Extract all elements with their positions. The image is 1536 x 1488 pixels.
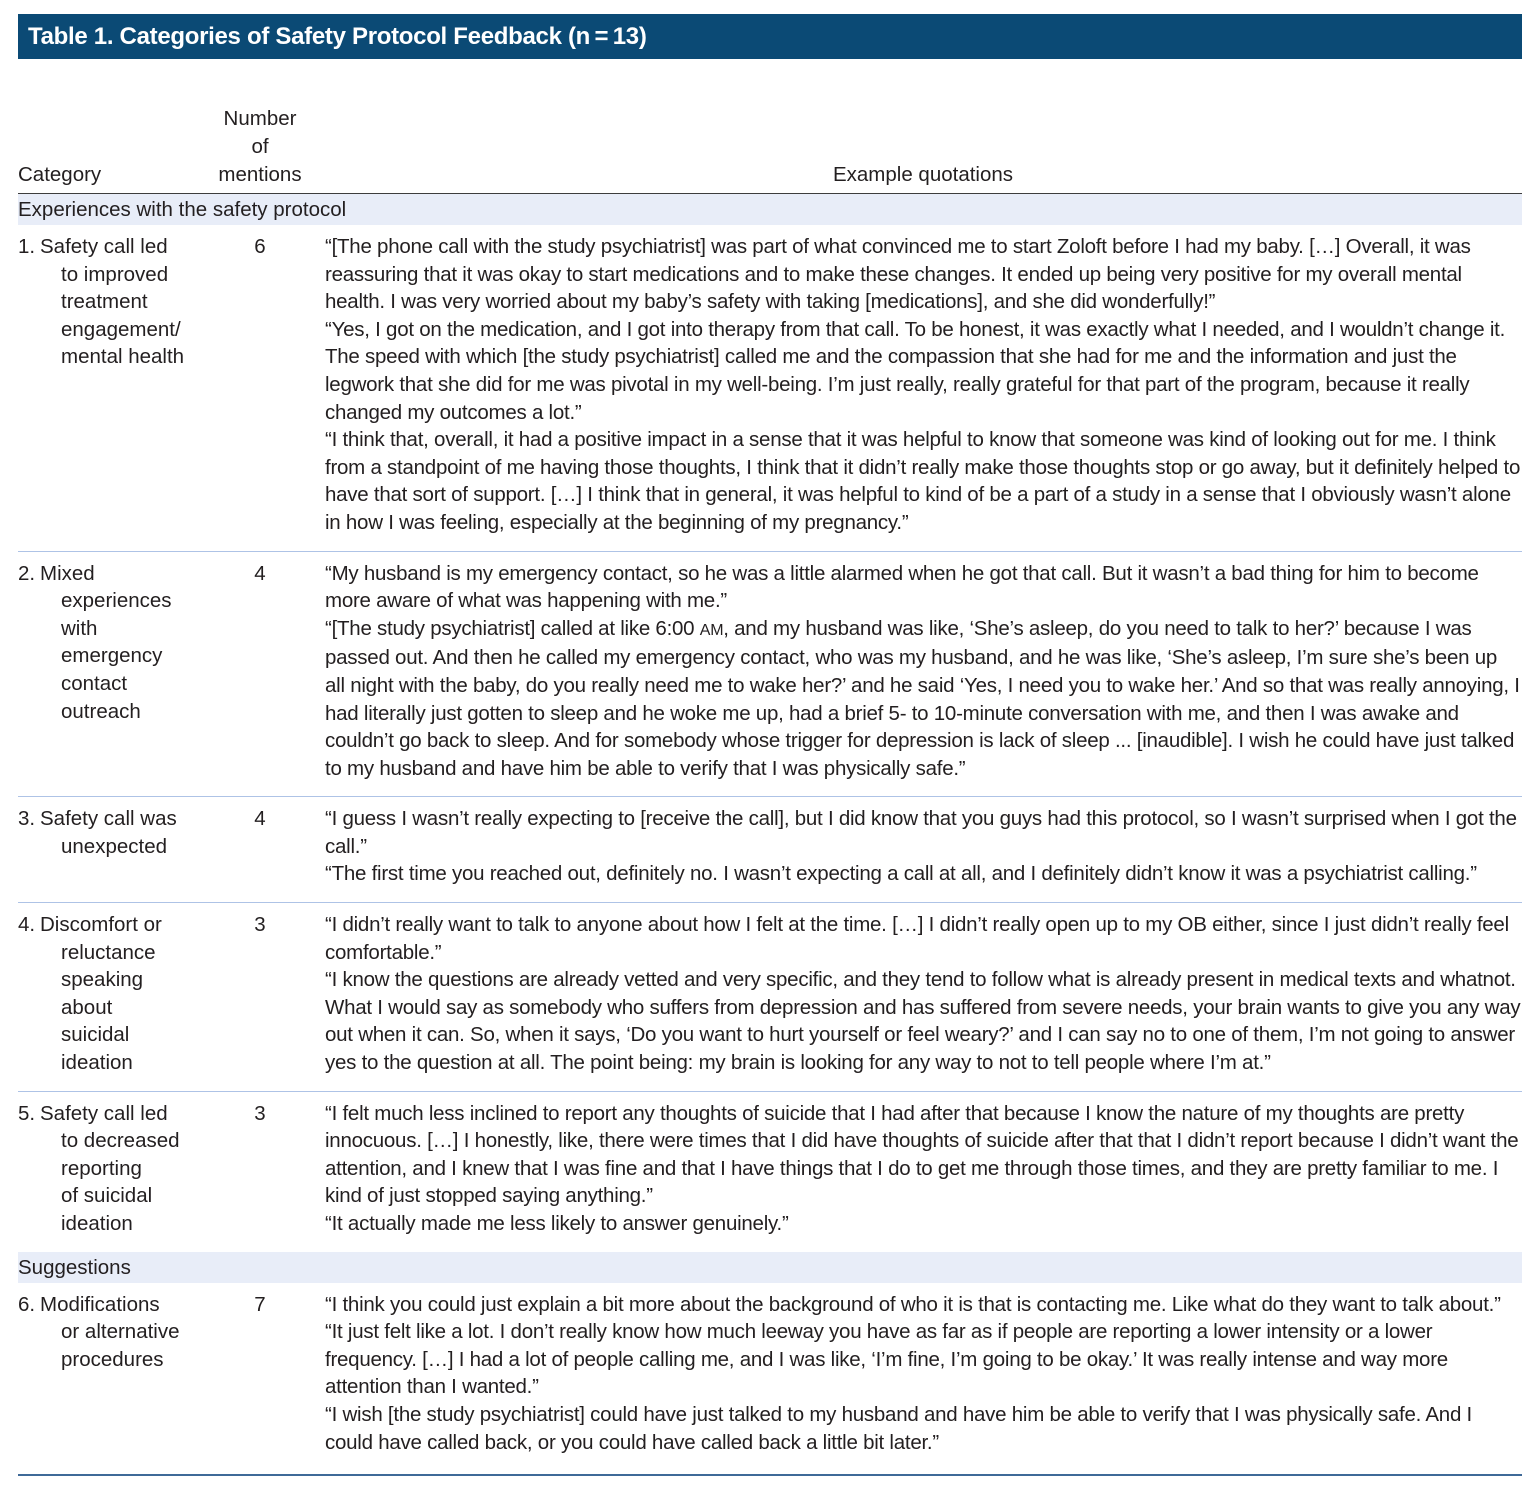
quotation: “My husband is my emergency contact, so he was a little alarmed when he got that call. But it wasn’t a bad thing for him to become more aware of what was happening with me.” xyxy=(325,561,1479,613)
category-line: engagement/ xyxy=(61,317,181,341)
category-line xyxy=(18,560,208,588)
category-line: reluctance xyxy=(61,940,156,964)
category-line: to improved xyxy=(61,262,169,286)
section-header: Experiences with the safety protocol xyxy=(18,194,1522,225)
section-header: Suggestions xyxy=(18,1252,1522,1283)
quotation: “I know the questions are already vetted and very specific, and they tend to follow what is already present in medical texts and whatnot. What I would say as somebody who suffers from depression and has suffered from severe needs, your brain wants to give you any way out when it can. So, when it says, ‘Do you want to hurt yourself or feel weary?’ and I can say no to one of them, I’m not going to answer yes to the question at all. The point being: my brain is looking for any way to not to tell people where I’m at.” xyxy=(325,968,1521,1075)
quotation: “I guess I wasn’t really expecting to [receive the call], but I did know that you guys had this protocol, so I wasn’t surprised when I got the call.” xyxy=(325,807,1517,858)
category-text: Safety call led xyxy=(40,1101,168,1125)
table-title: Table 1. Categories of Safety Protocol Feedback (n = 13) xyxy=(18,14,1522,59)
category-cell xyxy=(18,911,208,1077)
category-number: 4. xyxy=(18,913,36,937)
quotation: “[The phone call with the study psychiatrist] was part of what convinced me to start Zoloft before I had my baby. […] Overall, it was reassuring that it was okay to start medications and to make these changes. It ended up being very positive for my overall mental health. I was very worried about my baby’s safety with taking [medications], and she did wonderfully!” xyxy=(325,235,1471,314)
table-bottom-rule xyxy=(18,1474,1522,1476)
quotations-cell xyxy=(312,1291,1522,1457)
category-line: about xyxy=(61,995,113,1019)
quotations-cell xyxy=(312,911,1522,1077)
category-line: to decreased xyxy=(61,1129,180,1153)
category-line xyxy=(18,233,208,261)
category-line: ideation xyxy=(61,1212,133,1235)
category-cell xyxy=(18,1100,208,1238)
category-line: contact xyxy=(61,671,128,695)
feedback-table xyxy=(18,14,1522,1476)
category-cell xyxy=(18,560,208,783)
category-line: reporting xyxy=(61,1156,142,1180)
quotation: “I didn’t really want to talk to anyone about how I felt at the time. […] I didn’t really open up to my OB either, since I just didn’t really feel comfortable.” xyxy=(325,913,1509,964)
category-line xyxy=(18,805,208,833)
mentions-count: 3 xyxy=(254,913,266,937)
mentions-count: 6 xyxy=(254,235,266,258)
table-row xyxy=(18,797,1522,903)
quotation: “I wish [the study psychiatrist] could have just talked to my husband and have him be able to verify that I was physically safe. And I could have called back, or you could have called back a little bit later.” xyxy=(325,1402,1473,1454)
column-header-mentions-line: of xyxy=(251,135,269,158)
category-line: unexpected xyxy=(61,834,168,858)
category-cell xyxy=(18,233,208,537)
column-header-mentions xyxy=(208,105,312,189)
quotation: “I felt much less inclined to report any thoughts of suicide that I had after that because I know the nature of my thoughts are pretty innocuous. […] I honestly, like, there were times that I did have thoughts of suicide after that that I didn’t report because I didn’t want the attention, and I knew that I was fine and that I have things that I do to get me through those times, and they are pretty familiar to me. I kind of just stopped saying anything.” xyxy=(325,1101,1519,1208)
quotations-cell xyxy=(312,560,1522,783)
mentions-count: 4 xyxy=(254,561,266,585)
column-header-category: Category xyxy=(18,163,102,186)
category-number: 6. xyxy=(18,1292,36,1316)
category-number: 3. xyxy=(18,807,36,831)
category-cell xyxy=(18,805,208,888)
quotation: “Yes, I got on the medication, and I got into therapy from that call. To be honest, it was exactly what I needed, and I wouldn’t change it. The speed with which [the study psychiatrist] called me and the compassion that she had for me and the information and just the legwork that she did for me was pivotal in my well-being. I’m just really, really grateful for that part of the program, because it really changed my outcomes a lot.” xyxy=(325,317,1506,424)
quotation: “It actually made me less likely to answer genuinely.” xyxy=(325,1212,789,1235)
category-line: mental health xyxy=(61,345,185,369)
mentions-count: 3 xyxy=(254,1101,266,1125)
table-row xyxy=(18,1283,1522,1471)
category-line: of suicidal xyxy=(61,1184,153,1208)
category-line: outreach xyxy=(61,699,141,723)
category-line: with xyxy=(61,616,98,640)
category-line: ideation xyxy=(61,1051,133,1075)
quotation: “I think you could just explain a bit more about the background of who it is that is contacting me. Like what do they want to talk about.” xyxy=(325,1292,1501,1316)
quotation: “The first time you reached out, definitely no. I wasn’t expecting a call at all, and I definitely didn’t know it was a psychiatrist calling.” xyxy=(325,862,1477,886)
column-header-mentions-line: mentions xyxy=(218,163,302,186)
quotation: “[The study psychiatrist] called at like 6:00 AM, and my husband was like, ‘She’s asleep, do you need to talk to her?’ because I was passed out. And then he called my emergency contact, who was my husband, and he was like, ‘She’s asleep, I’m sure she’s been up all night with the baby, do you really need me to wake her?’ and he said ‘Yes, I need you to wake her.’ And so that was really annoying, I had literally just gotten to sleep and he woke me up, had a brief 5- to 10-minute conversation with me, and then I was awake and couldn’t go back to sleep. And for somebody whose trigger for depression is lack of sleep ... [inaudible]. I wish he could have just talked to my husband and have him be able to verify that I was physically safe.” xyxy=(325,616,1520,780)
table-body xyxy=(18,194,1522,1470)
category-number: 5. xyxy=(18,1101,36,1125)
category-text: Modifications xyxy=(40,1292,160,1316)
category-text: Safety call was xyxy=(40,807,177,831)
category-text: Safety call led xyxy=(40,235,168,258)
category-cell xyxy=(18,1291,208,1457)
table-row xyxy=(18,552,1522,798)
category-line: experiences xyxy=(61,589,172,613)
quotations-cell xyxy=(312,1100,1522,1238)
column-header-mentions-line: Number xyxy=(223,107,297,130)
category-line: procedures xyxy=(61,1347,164,1371)
category-line xyxy=(18,1291,208,1319)
quotations-cell xyxy=(312,233,1522,537)
column-headers xyxy=(18,59,1522,194)
quotations-cell xyxy=(312,805,1522,888)
category-line: or alternative xyxy=(61,1320,180,1344)
column-header-quotations: Example quotations xyxy=(832,163,1014,186)
category-text: Discomfort or xyxy=(40,913,162,937)
table-row xyxy=(18,903,1522,1092)
category-line: emergency xyxy=(61,644,163,668)
category-line: speaking xyxy=(61,968,144,992)
mentions-count: 7 xyxy=(254,1292,266,1316)
quotation: “I think that, overall, it had a positive impact in a sense that it was helpful to know that someone was kind of looking out for me. I think from a standpoint of me having those thoughts, I think that it didn’t really make those thoughts stop or go away, but it definitely helped to have that sort of support. […] I think that in general, it was helpful to kind of be a part of a study in a sense that I obviously wasn’t alone in how I was feeling, especially at the beginning of my pregnancy.” xyxy=(325,428,1521,534)
category-number: 2. xyxy=(18,561,36,585)
category-line: treatment xyxy=(61,290,148,314)
category-line xyxy=(18,1100,208,1128)
mentions-count: 4 xyxy=(254,807,266,831)
category-line: suicidal xyxy=(61,1023,130,1047)
time-suffix: AM xyxy=(699,621,724,639)
category-number: 1. xyxy=(18,235,36,258)
table-row xyxy=(18,225,1522,552)
category-line xyxy=(18,911,208,939)
table-row xyxy=(18,1092,1522,1252)
category-text: Mixed xyxy=(40,561,95,585)
quotation: “It just felt like a lot. I don’t really know how much leeway you have as far as if people are reporting a lower intensity or a lower frequency. […] I had a lot of people calling me, and I was like, ‘I’m fine, I’m going to be okay.’ It was really intense and way more attention than I wanted.” xyxy=(325,1320,1448,1399)
